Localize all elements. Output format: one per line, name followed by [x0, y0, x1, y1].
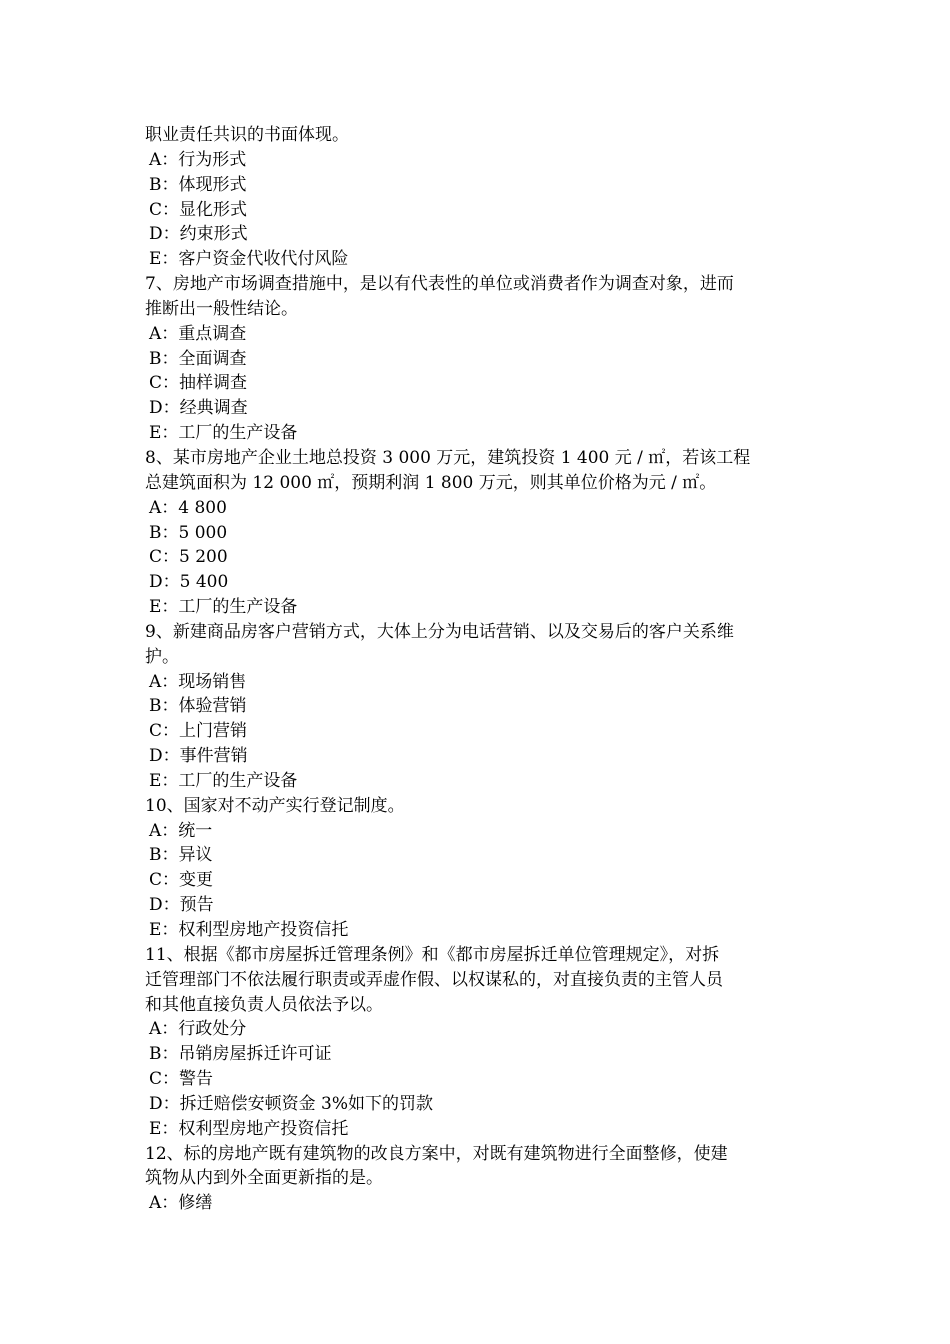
answer-option: D：事件营销 [149, 746, 248, 767]
question-text: 7、房地产市场调查措施中，是以有代表性的单位或消费者作为调查对象，进而 [145, 274, 734, 295]
answer-option: A：行为形式 [149, 149, 247, 170]
answer-option: E：工厂的生产设备 [149, 770, 298, 791]
answer-option: C：警告 [149, 1069, 214, 1090]
answer-option: B：吊销房屋拆迁许可证 [149, 1044, 332, 1065]
answer-option: E：权利型房地产投资信托 [149, 920, 349, 940]
text-line: 推断出一般性结论。 [145, 298, 298, 319]
question-text: 9、新建商品房客户营销方式，大体上分为电话营销、以及交易后的客户关系维 [145, 621, 734, 642]
answer-option: C：显化形式 [149, 199, 248, 220]
text-line: 迁管理部门不依法履行职责或弄虚作假、以权谋私的，对直接负责的主管人员 [145, 969, 723, 990]
answer-option: C：上门营销 [149, 721, 248, 742]
answer-option: E：权利型房地产投资信托 [149, 1118, 349, 1139]
answer-option: C：5 200 [149, 547, 228, 568]
question-text: 11、根据《都市房屋拆迁管理条例》和《都市房屋拆迁单位管理规定》，对拆 [145, 944, 720, 965]
text-line: 和其他直接负责人员依法予以。 [145, 994, 383, 1015]
answer-option: C：变更 [149, 870, 214, 891]
document-body [145, 123, 810, 1216]
answer-option: B：异议 [149, 845, 213, 866]
answer-option: A：4 800 [149, 497, 227, 518]
text-line: 职业责任共识的书面体现。 [145, 125, 349, 145]
text-line: 总建筑面积为 12 000 ㎡，预期利润 1 800 万元，则其单位价格为元 / ㎡。 [145, 472, 717, 493]
text-line: 护。 [145, 646, 179, 667]
answer-option: C：抽样调查 [149, 373, 248, 394]
question-text: 10、国家对不动产实行登记制度。 [145, 795, 405, 816]
question-text: 8、某市房地产企业土地总投资 3 000 万元，建筑投资 1 400 元 / ㎡，若该工程 [145, 447, 751, 468]
answer-option: E：客户资金代收代付风险 [149, 249, 349, 270]
answer-option: B：全面调查 [149, 348, 247, 369]
answer-option: D：拆迁赔偿安顿资金 3%如下的罚款 [149, 1093, 434, 1114]
answer-option: E：工厂的生产设备 [149, 423, 298, 444]
answer-option: B：5 000 [149, 522, 228, 543]
answer-option: A：现场销售 [149, 671, 247, 692]
question-text: 12、标的房地产既有建筑物的改良方案中，对既有建筑物进行全面整修，使建 [145, 1143, 728, 1164]
answer-option: B：体验营销 [149, 696, 247, 717]
answer-option: B：体现形式 [149, 174, 247, 195]
text-line: 筑物从内到外全面更新指的是。 [145, 1168, 383, 1189]
answer-option: D：约束形式 [149, 224, 248, 245]
answer-option: A：统一 [149, 820, 213, 841]
answer-option: D：经典调查 [149, 398, 248, 419]
answer-option: E：工厂的生产设备 [149, 597, 298, 618]
answer-option: A：行政处分 [149, 1019, 247, 1040]
answer-option: A：修缮 [149, 1193, 213, 1214]
answer-option: D：预告 [149, 895, 214, 916]
answer-option: A：重点调查 [149, 323, 247, 344]
answer-option: D：5 400 [149, 572, 229, 593]
